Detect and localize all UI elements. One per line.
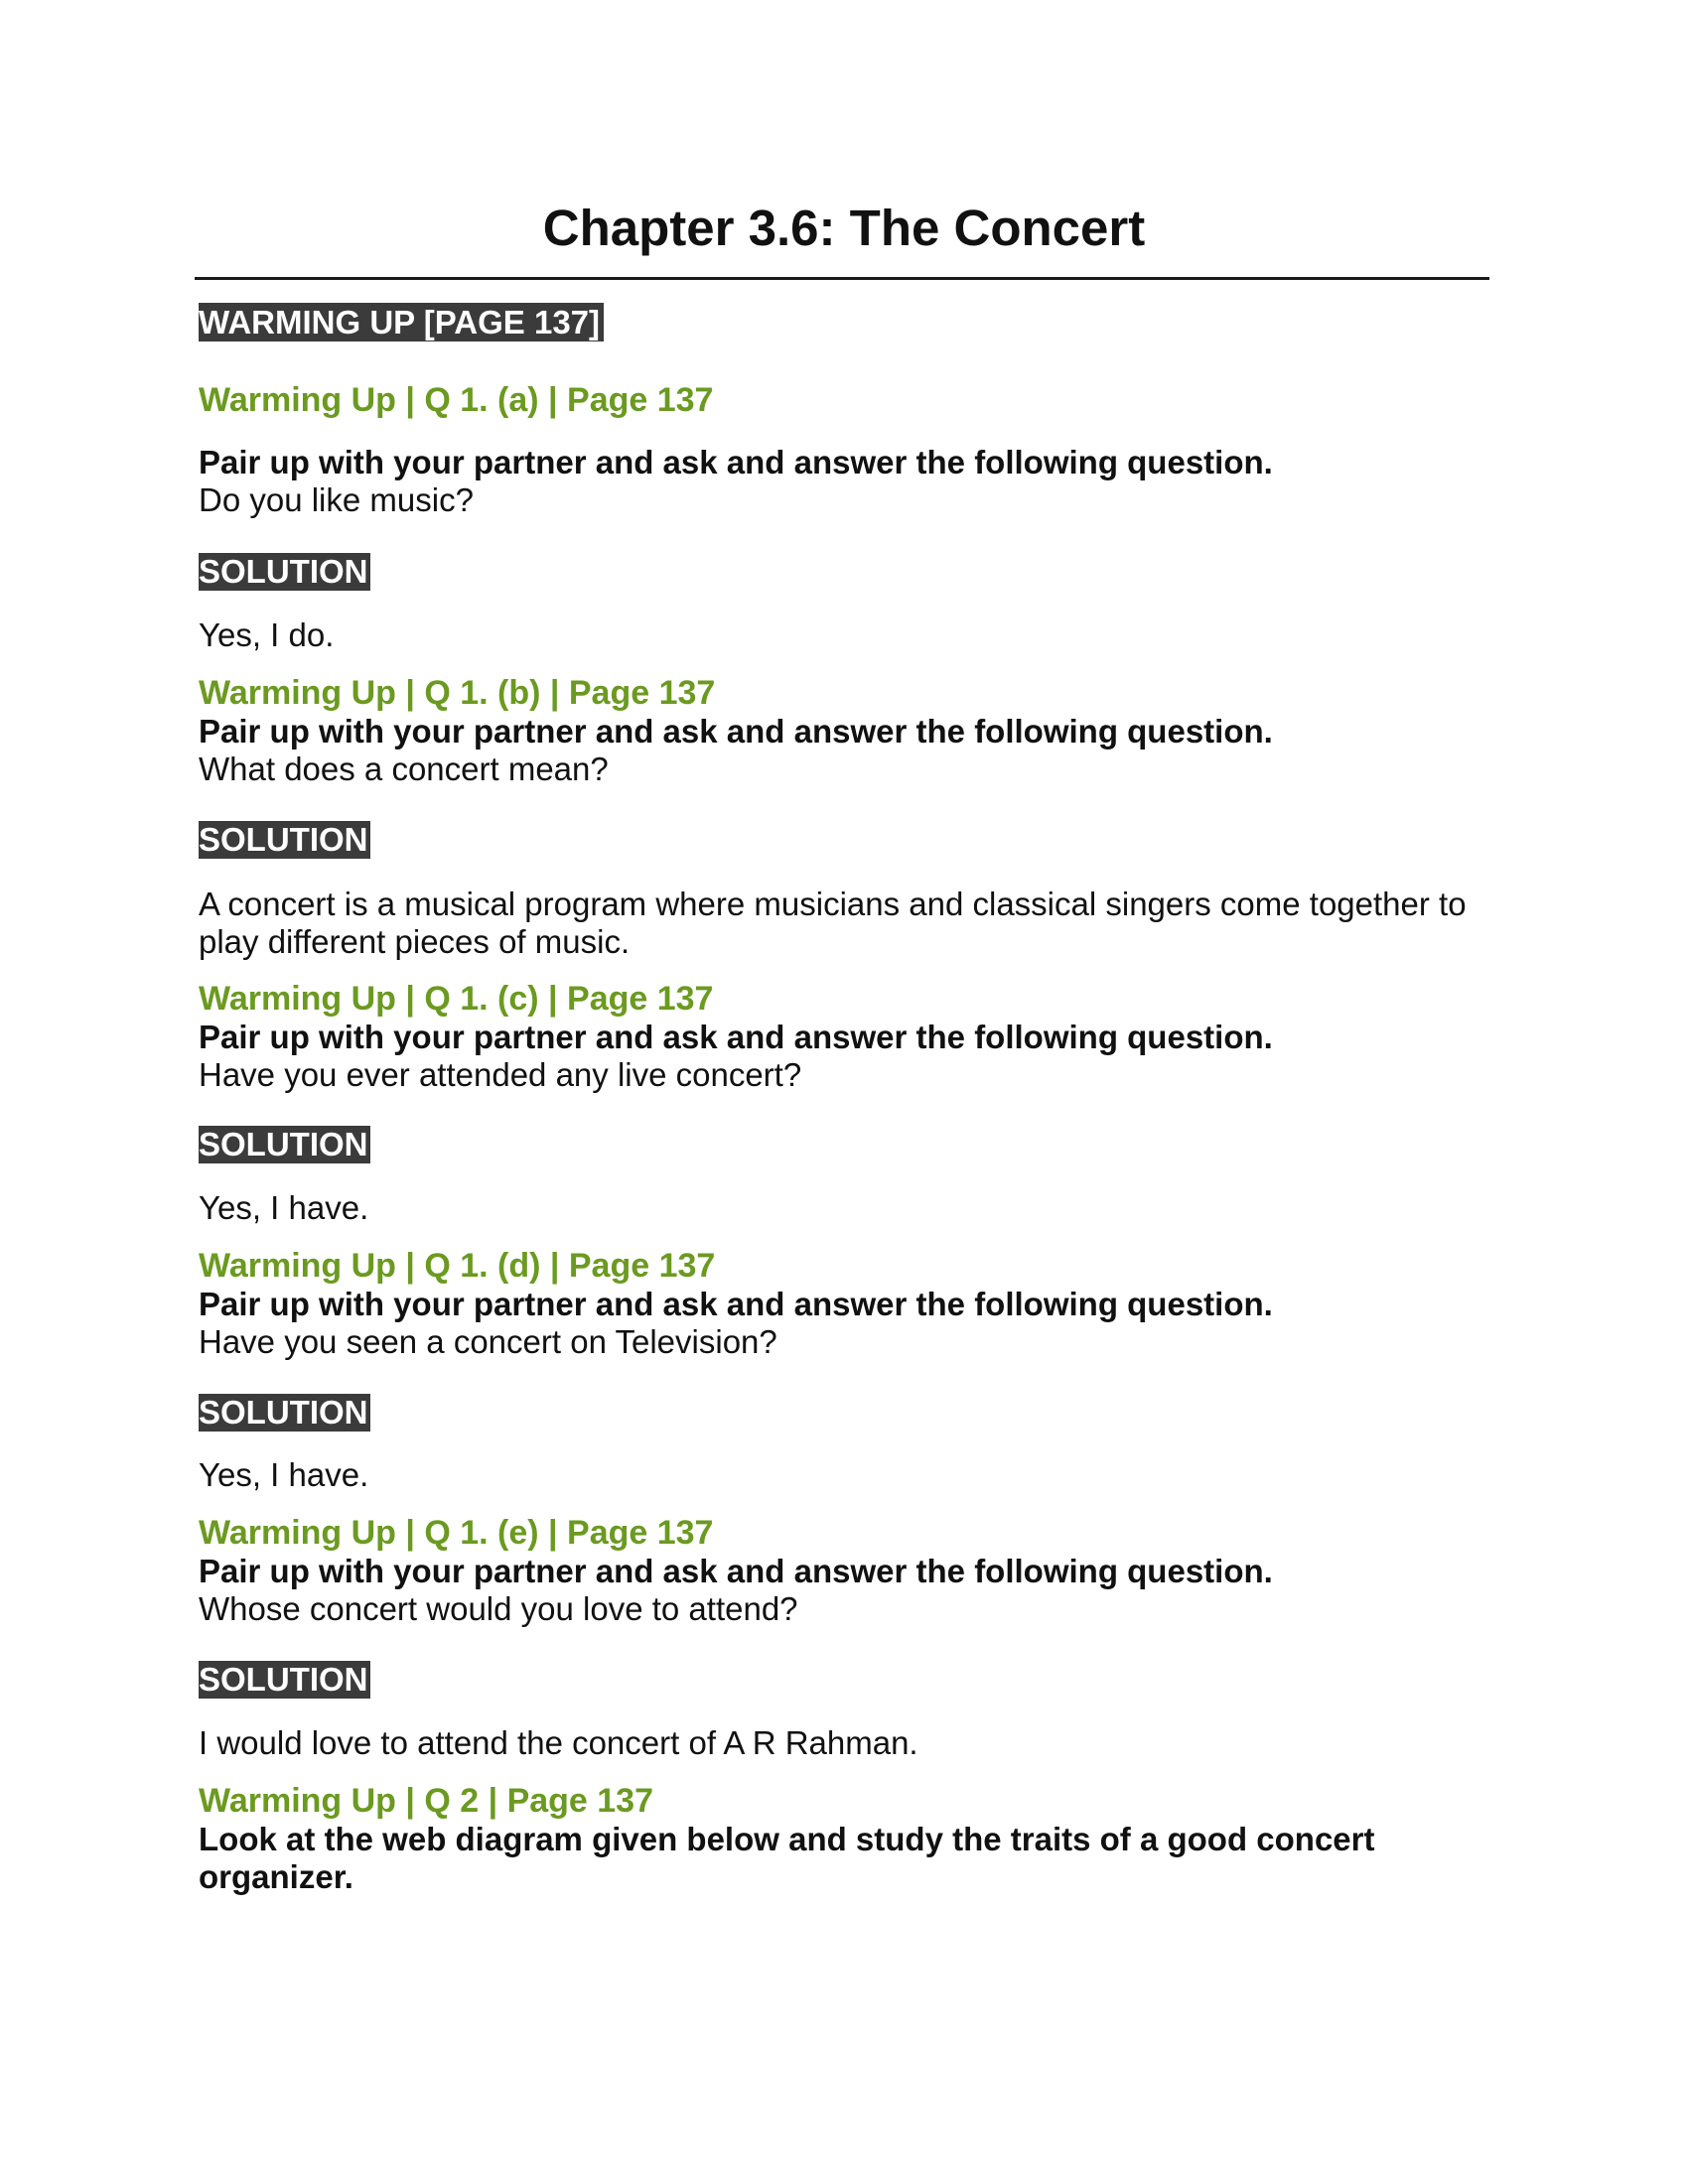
question-text: Have you ever attended any live concert? — [199, 1056, 802, 1093]
solution-answer-1d — [199, 1456, 1489, 1494]
question-block-1c — [199, 980, 1489, 1094]
solution-answer-1b — [199, 886, 1489, 961]
question-prompt: Pair up with your partner and ask and answer the following question. — [199, 1286, 1273, 1322]
question-heading: Warming Up | Q 2 | Page 137 — [199, 1782, 654, 1820]
question-prompt-line: Look at the web diagram given below and study the traits of a good concert — [199, 1821, 1375, 1857]
question-body-1a — [199, 444, 1489, 519]
solution-answer-1a — [199, 616, 1489, 654]
solution-text-line: play different pieces of music. — [199, 923, 631, 960]
question-text: Do you like music? — [199, 481, 474, 518]
question-heading: Warming Up | Q 1. (e) | Page 137 — [199, 1514, 714, 1552]
question-heading: Warming Up | Q 1. (b) | Page 137 — [199, 674, 716, 712]
solution-badge: SOLUTION — [199, 1661, 368, 1698]
question-heading: Warming Up | Q 1. (d) | Page 137 — [199, 1247, 716, 1285]
section-header-block — [199, 303, 1489, 379]
page-title: Chapter 3.6: The Concert — [542, 200, 1146, 256]
solution-badge-block — [199, 1394, 1489, 1432]
question-block-1b — [199, 674, 1489, 788]
solution-text: Yes, I have. — [199, 1189, 369, 1226]
solution-badge-block — [199, 1126, 1489, 1163]
solution-text-line: A concert is a musical program where musicians and classical singers come together to — [199, 886, 1467, 922]
solution-badge: SOLUTION — [199, 821, 368, 858]
solution-badge-block — [199, 1661, 1489, 1699]
solution-answer-1c — [199, 1189, 1489, 1227]
question-heading: Warming Up | Q 1. (a) | Page 137 — [199, 381, 714, 419]
title-divider — [195, 277, 1489, 280]
question-text: What does a concert mean? — [199, 751, 609, 787]
question-block-2 — [199, 1782, 1489, 1896]
solution-badge: SOLUTION — [199, 1126, 368, 1162]
question-block-1e — [199, 1514, 1489, 1628]
question-text: Have you seen a concert on Television? — [199, 1323, 777, 1360]
solution-badge-block — [199, 821, 1489, 859]
question-text: Whose concert would you love to attend? — [199, 1590, 798, 1627]
question-prompt: Pair up with your partner and ask and answer the following question. — [199, 444, 1273, 480]
question-prompt: Pair up with your partner and ask and answer the following question. — [199, 713, 1273, 750]
section-header: WARMING UP [PAGE 137] — [199, 303, 604, 341]
question-prompt-line: organizer. — [199, 1858, 353, 1895]
question-block-1d — [199, 1247, 1489, 1361]
solution-badge: SOLUTION — [199, 553, 368, 590]
solution-text: Yes, I do. — [199, 616, 335, 653]
question-prompt: Pair up with your partner and ask and answer the following question. — [199, 1553, 1273, 1589]
question-prompt: Pair up with your partner and ask and answer the following question. — [199, 1019, 1273, 1055]
question-heading: Warming Up | Q 1. (c) | Page 137 — [199, 980, 714, 1018]
solution-answer-1e — [199, 1724, 1489, 1762]
solution-badge-block — [199, 553, 1489, 591]
solution-text: Yes, I have. — [199, 1456, 369, 1493]
solution-text: I would love to attend the concert of A R Rahman. — [199, 1724, 918, 1761]
solution-badge: SOLUTION — [199, 1394, 368, 1431]
question-block-1a — [199, 381, 1489, 420]
